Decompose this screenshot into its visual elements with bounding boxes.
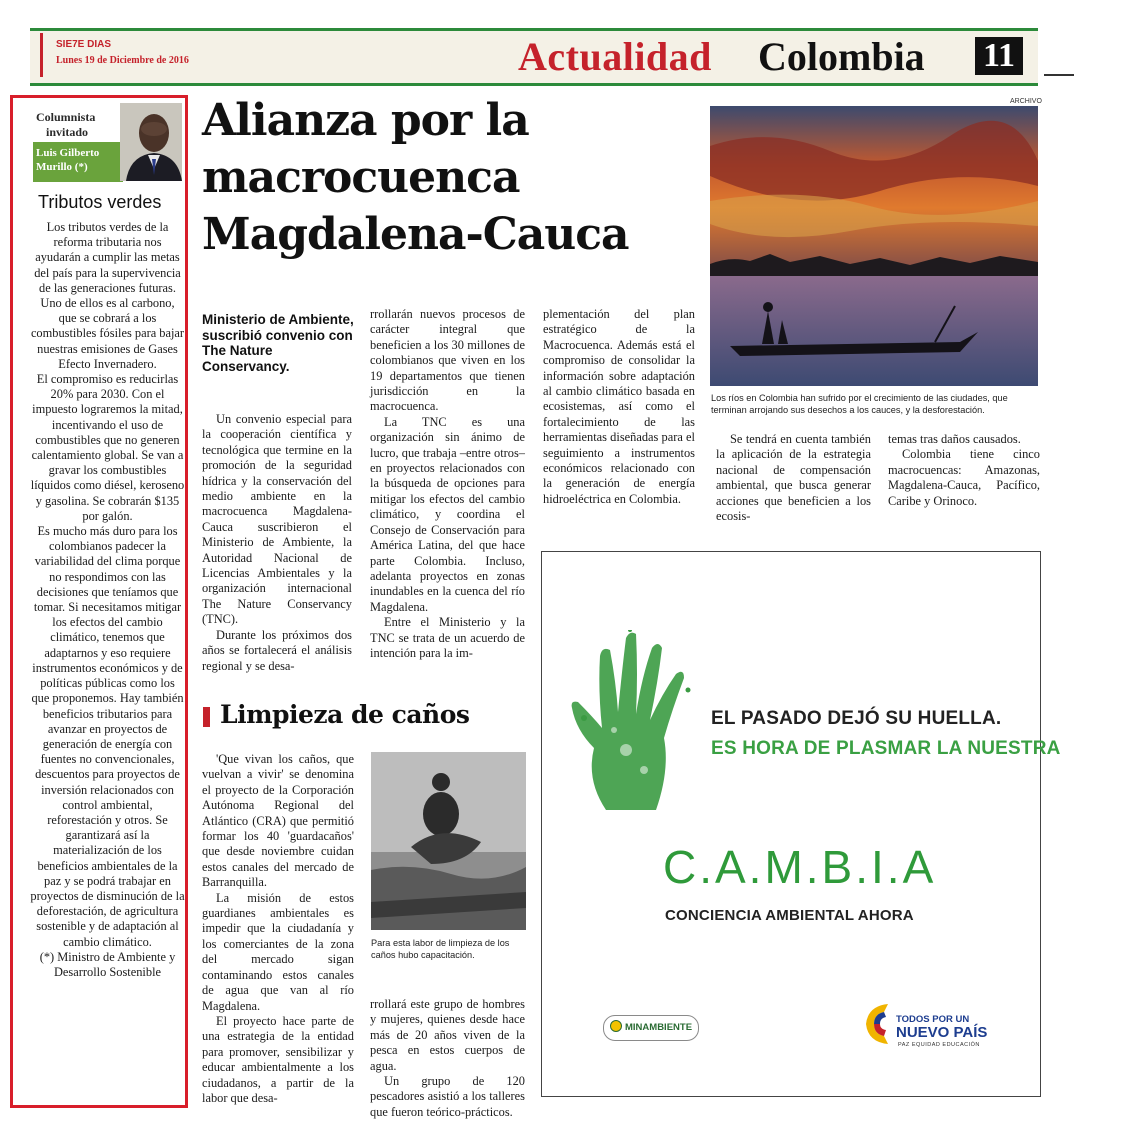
article-paragraph: Entre el Ministerio y la TNC se trata de un acuerdo de intención para la im- [370, 615, 525, 660]
sub-paragraph: La misión de estos guardianes ambientales es impedir que la ciudadanía y los comerciantes de la zona del mercado sigan contaminando estos canales de agua que van al río Magdalena. [202, 890, 354, 1013]
ad-brand: C.A.M.B.I.A [663, 841, 937, 893]
sub-paragraph: rrollará este grupo de hombres y mujeres, quienes desde hace más de 20 años viven de la pesca en estos cuerpos de agua. [370, 997, 525, 1073]
river-sunset-photo [710, 106, 1038, 386]
nuevo-pais-logo-line1: TODOS POR UN [896, 1014, 970, 1025]
section-country: Colombia [758, 34, 925, 79]
article-kicker: Ministerio de Ambiente, suscribió convenio con The Nature Conservancy. [202, 312, 354, 374]
nuevo-pais-logo-line3: PAZ EQUIDAD EDUCACIÓN [898, 1042, 980, 1048]
photo-caption: Los ríos en Colombia han sufrido por el crecimiento de las ciudades, que terminan arrojando sus desechos a los cauces, y la desforestación. [711, 393, 1008, 415]
subheading-title: Limpieza de caños [220, 700, 470, 729]
canal-worker-icon [371, 752, 526, 930]
author-name [36, 146, 122, 174]
header-accent-bar [40, 33, 43, 77]
seal-icon [610, 1020, 622, 1032]
photo-credit: ARCHIVO [1010, 98, 1042, 105]
headline-line: Magdalena-Cauca [202, 209, 629, 260]
article-column-2 [370, 307, 525, 661]
page-header [30, 28, 1038, 86]
ad-headline-line1: EL PASADO DEJÓ SU HUELLA. [711, 708, 1002, 729]
article-column-3 [543, 307, 695, 507]
article-column-4 [716, 432, 871, 524]
river-sunset-icon [710, 106, 1038, 386]
sub-paragraph: Un grupo de 120 pescadores asistió a los talleres que fueron teórico-prácticos. [370, 1074, 525, 1119]
minambiente-logo-text: MINAMBIENTE [625, 1022, 693, 1033]
headline-line: Alianza por la [202, 95, 529, 146]
article-column-5 [888, 432, 1040, 509]
photo-caption-2: Para esta labor de limpieza de los caños hubo capacitación. [371, 938, 510, 960]
column-title: Tributos verdes [38, 192, 162, 212]
green-handprint-icon [566, 630, 706, 810]
column-footnote: (*) Ministro de Ambiente y Desarrollo Sostenible [39, 949, 176, 979]
article-paragraph: Durante los próximos dos años se fortalecerá el análisis regional y se desa- [202, 627, 352, 673]
ad-headline-line2: ES HORA DE PLASMAR LA NUESTRA [711, 738, 1061, 759]
sub-column-1 [202, 752, 354, 1106]
article-paragraph: plementación del plan estratégico de la Macrocuenca. Además está el compromiso de consolidar la información sobre adaptación al cambio climático basada en ecosistemas, así como el fortalecimiento de las herramientas diseñadas para el seguimiento a instrumentos económicos relacionado con la generación de energía hidroeléctrica en Colombia. [543, 307, 695, 506]
section-name: Actualidad [518, 34, 712, 79]
issue-date: Lunes 19 de Diciembre de 2016 [56, 55, 189, 66]
article-paragraph: Se tendrá en cuenta también la aplicación de la estrategia nacional de compensación ambiental, que busca generar acciones que beneficien a los ecosis- [716, 432, 871, 524]
article-paragraph: Colombia tiene cinco macrocuencas: Amazonas, Magdalena-Cauca, Pacífico, Caribe y Orinoco. [888, 447, 1040, 508]
author-name-line2: Murillo (*) [36, 161, 88, 173]
article-paragraph: temas tras daños causados. [888, 432, 1021, 446]
ad-tagline: CONCIENCIA AMBIENTAL AHORA [665, 907, 914, 924]
sub-column-2 [370, 997, 525, 1120]
subheading-accent [203, 707, 210, 727]
article-paragraph: rrollarán nuevos procesos de carácter integral que beneficien a los 30 millones de colombianos que viven en los 19 departamentos que tienen jurisdicción en la macrocuenca. [370, 307, 525, 414]
newspaper-name: SIE7E DIAS [56, 39, 112, 50]
column-paragraph: Los tributos verdes de la reforma tributaria nos ayudarán a cumplir las metas del país para la supervivencia de las generaciones futuras. Uno de ellos es al carbono, que se cobrará a los combustibles fósiles para bajar nuestras emisiones de Gases Efecto Invernadero. [30, 220, 185, 371]
column-paragraph: Es mucho más duro para los colombianos padecer la variabilidad del clima porque no respondimos con las decisiones que teníamos que tomar. Si necesitamos mitigar los efectos del cambio climático, tenemos que adaptarnos y eso requiere instrumentos económicos y de políticas públicas como los que proponemos. Hay también beneficios tributarios para avanzar en proyectos de generación de energía con fuentes no convencionales, descuentos para proyectos de inversión relacionados con control ambiental, reforestación y otros. Se garantizará así la materialización de los beneficios ambientales de la paz y se podrá trabajar en proyectos de disminución de la deforestación, de agricultura sostenible y de adaptación al cambio climático. [30, 524, 185, 949]
sub-paragraph: El proyecto hace parte de una estrategia de la entidad para promover, sensibilizar y educar ambientalmente a los ciudadanos, a partir de la labor que desa- [202, 1013, 354, 1105]
nuevo-pais-logo-line2: NUEVO PAÍS [896, 1024, 988, 1041]
column-paragraph: El compromiso es reducirlas 20% para 2030. Con el impuesto lograremos la mitad, incentivando el uso de combustibles que no generen calentamiento global. Se van a gravar los combustibles líquidos como diésel, keroseno y gasolina. Se cobrarán $135 por galón. [30, 372, 185, 523]
sub-paragraph: 'Que vivan los caños, que vuelvan a vivir' se denomina el proyecto de la Corporación Autónoma Regional del Atlántico (CRA) que permitió formar los 40 'guardacaños' que desde noviembre cuidan estos canales del mercado de Barranquilla. [202, 752, 354, 890]
article-paragraph: La TNC es una organización sin ánimo de lucro, que trabaja –entre otros– en proyectos relacionados con la búsqueda de opciones para mitigar los efectos del cambio climático, y coordina el Consejo de Conservación para América Latina, del que hace parte Colombia. Incluso, adelanta proyectos en zonas inundables en la cuenca del río Magdalena. [370, 414, 525, 614]
column-tag: Columnista [36, 110, 96, 124]
article-paragraph: Un convenio especial para la cooperación científica y tecnológica que termine en la promoción de la seguridad hídrica y la conservación del medio ambiente en la macrocuenca Magdalena-Cauca suscribieron el Ministerio de Ambiente, la Autoridad Nacional de Licencias Ambientales y la organización internacional The Nature Conservancy (TNC). [202, 412, 352, 627]
header-rule [1044, 74, 1074, 76]
column-tag-2: invitado [46, 125, 89, 139]
canal-cleaning-photo [371, 752, 526, 930]
headline-line: macrocuenca [202, 152, 520, 203]
author-name-line1: Luis Gilberto [36, 147, 100, 159]
author-photo [120, 103, 182, 181]
nuevo-pais-logo-icon [862, 1000, 894, 1048]
author-portrait-icon [120, 103, 182, 181]
article-headline [202, 92, 702, 263]
page-number: 11 [975, 37, 1023, 75]
article-column-1 [202, 412, 352, 674]
column-body [30, 220, 185, 980]
